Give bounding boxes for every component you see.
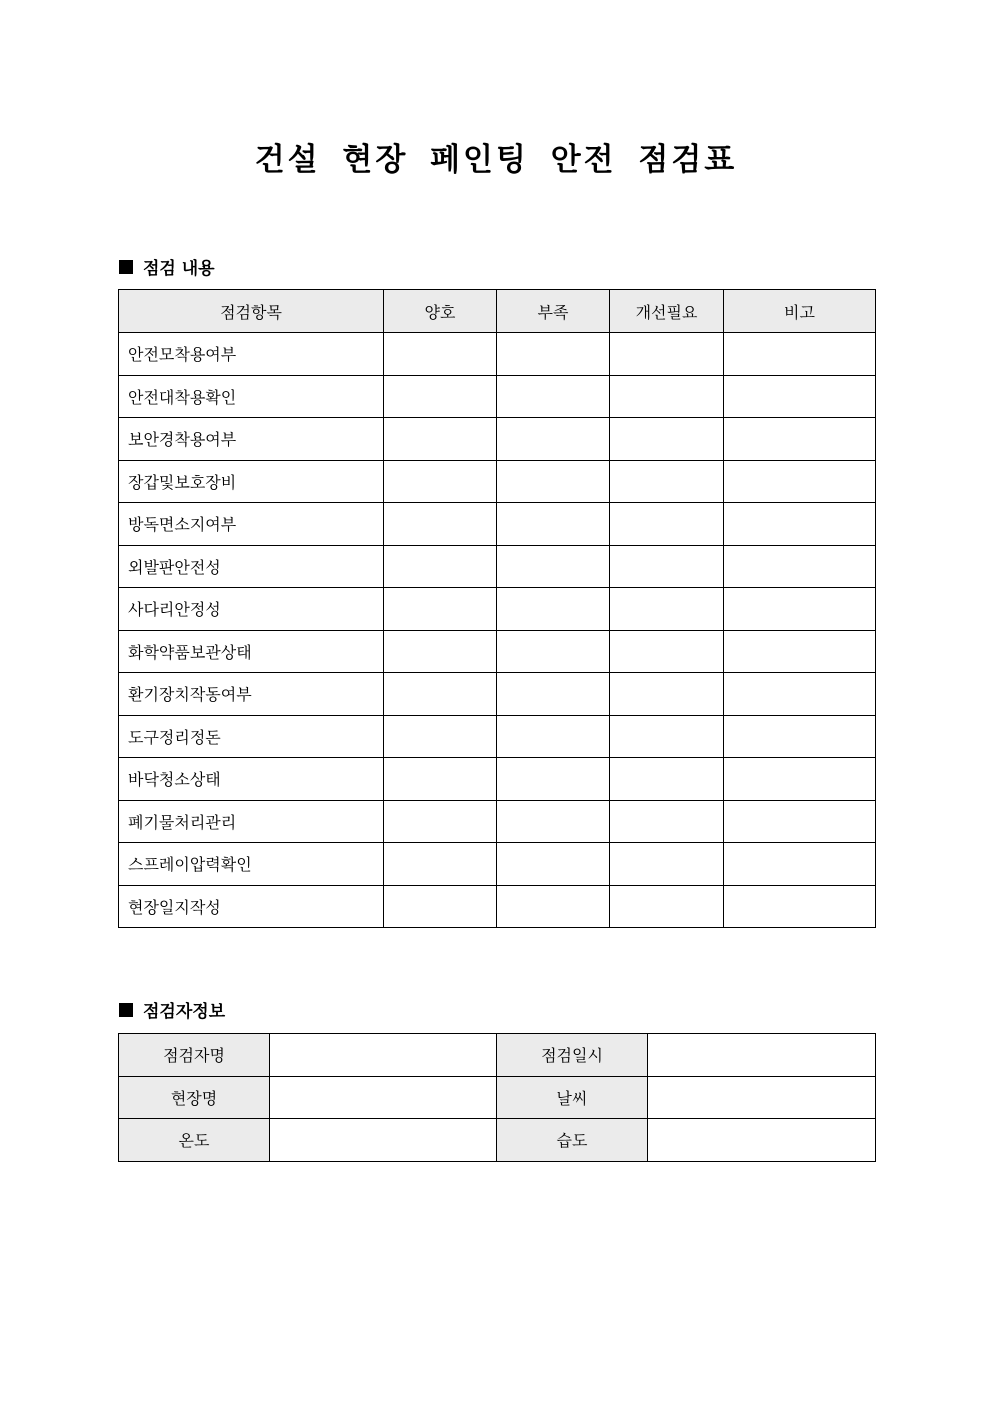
info-field-label: 습도 bbox=[497, 1119, 648, 1162]
info-field-value[interactable] bbox=[270, 1076, 497, 1119]
cell-needs-improvement[interactable] bbox=[610, 630, 724, 673]
table-row bbox=[119, 460, 876, 503]
cell-needs-improvement[interactable] bbox=[610, 715, 724, 758]
cell-remarks[interactable] bbox=[724, 885, 876, 928]
table-row bbox=[119, 375, 876, 418]
cell-insufficient[interactable] bbox=[497, 885, 610, 928]
cell-remarks[interactable] bbox=[724, 715, 876, 758]
cell-good[interactable] bbox=[384, 375, 497, 418]
inspector-info-table bbox=[118, 1033, 876, 1162]
cell-remarks[interactable] bbox=[724, 843, 876, 886]
cell-insufficient[interactable] bbox=[497, 673, 610, 716]
info-field-label: 점검자명 bbox=[119, 1034, 270, 1077]
check-item-label: 방독면소지여부 bbox=[119, 503, 384, 546]
info-field-label: 날씨 bbox=[497, 1076, 648, 1119]
cell-good[interactable] bbox=[384, 418, 497, 461]
cell-good[interactable] bbox=[384, 715, 497, 758]
cell-good[interactable] bbox=[384, 800, 497, 843]
check-item-label: 보안경착용여부 bbox=[119, 418, 384, 461]
cell-insufficient[interactable] bbox=[497, 418, 610, 461]
check-item-label: 현장일지작성 bbox=[119, 885, 384, 928]
cell-remarks[interactable] bbox=[724, 418, 876, 461]
check-item-label: 폐기물처리관리 bbox=[119, 800, 384, 843]
cell-good[interactable] bbox=[384, 588, 497, 631]
table-row bbox=[119, 545, 876, 588]
cell-needs-improvement[interactable] bbox=[610, 885, 724, 928]
column-header-needs-improvement: 개선필요 bbox=[610, 290, 724, 333]
cell-needs-improvement[interactable] bbox=[610, 843, 724, 886]
cell-insufficient[interactable] bbox=[497, 588, 610, 631]
column-header-item: 점검항목 bbox=[119, 290, 384, 333]
info-field-value[interactable] bbox=[648, 1076, 876, 1119]
cell-remarks[interactable] bbox=[724, 503, 876, 546]
cell-needs-improvement[interactable] bbox=[610, 418, 724, 461]
info-field-label: 온도 bbox=[119, 1119, 270, 1162]
column-header-good: 양호 bbox=[384, 290, 497, 333]
cell-good[interactable] bbox=[384, 460, 497, 503]
table-row bbox=[119, 758, 876, 801]
table-row bbox=[119, 588, 876, 631]
cell-good[interactable] bbox=[384, 333, 497, 376]
check-item-label: 안전모착용여부 bbox=[119, 333, 384, 376]
cell-good[interactable] bbox=[384, 885, 497, 928]
section-heading-inspection bbox=[119, 254, 215, 279]
table-row bbox=[119, 885, 876, 928]
cell-remarks[interactable] bbox=[724, 545, 876, 588]
cell-insufficient[interactable] bbox=[497, 715, 610, 758]
cell-remarks[interactable] bbox=[724, 333, 876, 376]
table-row bbox=[119, 715, 876, 758]
check-item-label: 도구정리정돈 bbox=[119, 715, 384, 758]
cell-good[interactable] bbox=[384, 503, 497, 546]
table-header-row bbox=[119, 290, 876, 333]
cell-insufficient[interactable] bbox=[497, 545, 610, 588]
cell-remarks[interactable] bbox=[724, 758, 876, 801]
column-header-remarks: 비고 bbox=[724, 290, 876, 333]
cell-insufficient[interactable] bbox=[497, 800, 610, 843]
cell-needs-improvement[interactable] bbox=[610, 673, 724, 716]
cell-insufficient[interactable] bbox=[497, 333, 610, 376]
table-row bbox=[119, 800, 876, 843]
cell-good[interactable] bbox=[384, 545, 497, 588]
cell-remarks[interactable] bbox=[724, 800, 876, 843]
info-field-value[interactable] bbox=[648, 1119, 876, 1162]
cell-good[interactable] bbox=[384, 843, 497, 886]
cell-remarks[interactable] bbox=[724, 460, 876, 503]
table-row bbox=[119, 843, 876, 886]
check-item-label: 외발판안전성 bbox=[119, 545, 384, 588]
check-item-label: 사다리안정성 bbox=[119, 588, 384, 631]
cell-remarks[interactable] bbox=[724, 375, 876, 418]
info-row bbox=[119, 1034, 876, 1077]
cell-needs-improvement[interactable] bbox=[610, 375, 724, 418]
cell-needs-improvement[interactable] bbox=[610, 758, 724, 801]
square-bullet-icon bbox=[119, 1003, 133, 1017]
cell-insufficient[interactable] bbox=[497, 460, 610, 503]
square-bullet-icon bbox=[119, 260, 133, 274]
table-row bbox=[119, 418, 876, 461]
cell-needs-improvement[interactable] bbox=[610, 503, 724, 546]
cell-good[interactable] bbox=[384, 630, 497, 673]
cell-insufficient[interactable] bbox=[497, 758, 610, 801]
section-heading-label: 점검자정보 bbox=[143, 1002, 226, 1022]
column-header-insufficient: 부족 bbox=[497, 290, 610, 333]
cell-needs-improvement[interactable] bbox=[610, 460, 724, 503]
info-row bbox=[119, 1119, 876, 1162]
section-heading-inspector bbox=[119, 997, 225, 1022]
info-field-value[interactable] bbox=[270, 1034, 497, 1077]
cell-needs-improvement[interactable] bbox=[610, 545, 724, 588]
cell-good[interactable] bbox=[384, 758, 497, 801]
cell-insufficient[interactable] bbox=[497, 503, 610, 546]
info-field-label: 현장명 bbox=[119, 1076, 270, 1119]
check-item-label: 화학약품보관상태 bbox=[119, 630, 384, 673]
section-heading-label: 점검 내용 bbox=[143, 259, 215, 279]
cell-remarks[interactable] bbox=[724, 588, 876, 631]
cell-good[interactable] bbox=[384, 673, 497, 716]
cell-remarks[interactable] bbox=[724, 673, 876, 716]
inspection-table bbox=[118, 289, 876, 928]
page-title: 건설 현장 페인팅 안전 점검표 bbox=[254, 142, 738, 178]
check-item-label: 환기장치작동여부 bbox=[119, 673, 384, 716]
check-item-label: 안전대착용확인 bbox=[119, 375, 384, 418]
info-field-value[interactable] bbox=[270, 1119, 497, 1162]
table-row bbox=[119, 503, 876, 546]
cell-needs-improvement[interactable] bbox=[610, 333, 724, 376]
cell-insufficient[interactable] bbox=[497, 375, 610, 418]
table-row bbox=[119, 630, 876, 673]
table-row bbox=[119, 333, 876, 376]
cell-insufficient[interactable] bbox=[497, 630, 610, 673]
cell-needs-improvement[interactable] bbox=[610, 588, 724, 631]
check-item-label: 스프레이압력확인 bbox=[119, 843, 384, 886]
info-row bbox=[119, 1076, 876, 1119]
cell-needs-improvement[interactable] bbox=[610, 800, 724, 843]
check-item-label: 장갑및보호장비 bbox=[119, 460, 384, 503]
info-field-value[interactable] bbox=[648, 1034, 876, 1077]
cell-remarks[interactable] bbox=[724, 630, 876, 673]
cell-insufficient[interactable] bbox=[497, 843, 610, 886]
info-field-label: 점검일시 bbox=[497, 1034, 648, 1077]
table-row bbox=[119, 673, 876, 716]
check-item-label: 바닥청소상태 bbox=[119, 758, 384, 801]
